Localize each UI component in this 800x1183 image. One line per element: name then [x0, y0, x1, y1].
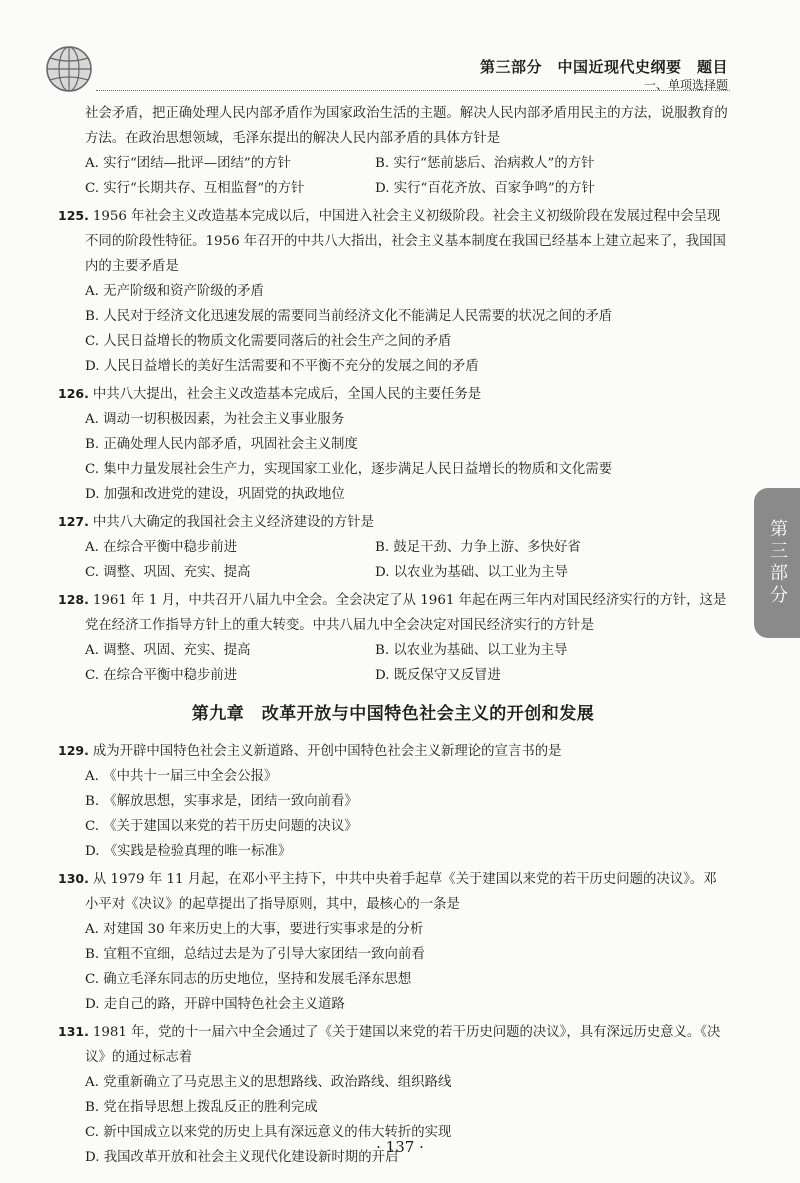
option: C. 在综合平衡中稳步前进 [85, 668, 238, 683]
question-number: 127. [58, 514, 89, 529]
option: D. 实行“百花齐放、百家争鸣”的方针 [375, 181, 595, 196]
options [85, 638, 728, 688]
option: A. 在综合平衡中稳步前进 [85, 540, 238, 555]
option: A. 党重新确立了马克思主义的思想路线、政治路线、组织路线 [85, 1075, 452, 1090]
question-text: 1956 年社会主义改造基本完成以后，中国进入社会主义初级阶段。社会主义初级阶段在发展过程中会呈现不同的阶段性特征。1956 年召开的中共八大指出，社会主义基本制度在我国已经基本上建立起来了，我国国内的主要矛盾是 [85, 209, 726, 274]
question-stem [58, 587, 728, 638]
option: D. 我国改革开放和社会主义现代化建设新时期的开启 [85, 1150, 399, 1165]
question-stem [58, 866, 728, 917]
question-130 [58, 866, 728, 1017]
page-number: · 137 · [376, 1138, 424, 1156]
question-stem [58, 1019, 728, 1070]
question-text: 成为开辟中国特色社会主义新道路、开创中国特色社会主义新理论的宣言书的是 [92, 744, 562, 759]
option: C. 集中力量发展社会生产力，实现国家工业化，逐步满足人民日益增长的物质和文化需要 [85, 462, 613, 477]
option: A. 《中共十一届三中全会公报》 [85, 769, 278, 784]
option: B. 宜粗不宜细，总结过去是为了引导大家团结一致向前看 [85, 947, 425, 962]
option: D. 加强和改进党的建设，巩固党的执政地位 [85, 487, 345, 502]
header-section-title: 第三部分 中国近现代史纲要 题目 [479, 58, 728, 76]
question-number: 128. [58, 592, 89, 607]
option: A. 无产阶级和资产阶级的矛盾 [85, 284, 264, 299]
question-number: 126. [58, 386, 89, 401]
options [85, 535, 728, 585]
question-128 [58, 587, 728, 688]
question-129 [58, 738, 728, 864]
question-125 [58, 203, 728, 379]
question-text: 1981 年，党的十一届六中全会通过了《关于建国以来党的若干历史问题的决议》，具有深远历史意义。《决议》的通过标志着 [85, 1025, 721, 1065]
header-divider [96, 90, 730, 91]
question-text: 1961 年 1 月，中共召开八届九中全会。全会决定了从 1961 年起在两三年内对国民经济实行的方针，这是党在经济工作指导方针上的重大转变。中共八届九中全会决定对国民经济实行的方针是 [85, 593, 727, 633]
option: D. 走自己的路，开辟中国特色社会主义道路 [85, 997, 345, 1012]
question-number: 131. [58, 1024, 89, 1039]
option: C. 实行“长期共存、互相监督”的方针 [85, 181, 305, 196]
option: B. 人民对于经济文化迅速发展的需要同当前经济文化不能满足人民需要的状况之间的矛盾 [85, 309, 613, 324]
chapter-title: 第九章 改革开放与中国特色社会主义的开创和发展 [191, 704, 595, 724]
option: C. 新中国成立以来党的历史上具有深远意义的伟大转折的实现 [85, 1125, 452, 1140]
option: A. 调整、巩固、充实、提高 [85, 643, 251, 658]
question-stem [58, 203, 728, 279]
option: A. 对建国 30 年来历史上的大事，要进行实事求是的分析 [85, 922, 424, 937]
option: D. 人民日益增长的美好生活需要和不平衡不充分的发展之间的矛盾 [85, 359, 479, 374]
question-stem [58, 381, 728, 407]
options [85, 279, 728, 379]
continued-question [58, 101, 728, 201]
option: B. 实行“惩前毖后、治病救人”的方针 [375, 156, 595, 171]
question-number: 129. [58, 743, 89, 758]
question-text: 中共八大提出，社会主义改造基本完成后，全国人民的主要任务是 [92, 387, 482, 402]
question-stem [58, 509, 728, 535]
side-tab-section: 第三部分 [754, 488, 800, 638]
question-126 [58, 381, 728, 507]
option: B. 党在指导思想上拨乱反正的胜利完成 [85, 1100, 318, 1115]
option: D. 以农业为基础、以工业为主导 [375, 565, 568, 580]
option: C. 《关于建国以来党的若干历史问题的决议》 [85, 819, 358, 834]
option: A. 实行“团结—批评—团结”的方针 [85, 156, 291, 171]
question-number: 125. [58, 208, 89, 223]
option: D. 《实践是检验真理的唯一标准》 [85, 844, 292, 859]
header-subsection-title: 一、单项选择题 [643, 78, 728, 92]
options [85, 151, 728, 201]
option: B. 以农业为基础、以工业为主导 [375, 643, 568, 658]
options [85, 407, 728, 507]
question-text: 中共八大确定的我国社会主义经济建设的方针是 [92, 515, 375, 530]
page-content [58, 101, 728, 1170]
option: B. 正确处理人民内部矛盾，巩固社会主义制度 [85, 437, 358, 452]
option: B. 鼓足干劲、力争上游、多快好省 [375, 540, 581, 555]
options [85, 917, 728, 1017]
option: D. 既反保守又反冒进 [375, 668, 501, 683]
question-127 [58, 509, 728, 585]
options [85, 764, 728, 864]
globe-logo-icon [44, 44, 94, 94]
question-text: 从 1979 年 11 月起，在邓小平主持下，中共中央着手起草《关于建国以来党的若干历史问题的决议》。邓小平对《决议》的起草提出了指导原则，其中，最核心的一条是 [85, 872, 717, 912]
question-stem [58, 738, 728, 764]
option: C. 人民日益增长的物质文化需要同落后的社会生产之间的矛盾 [85, 334, 452, 349]
option: A. 调动一切积极因素，为社会主义事业服务 [85, 412, 345, 427]
question-number: 130. [58, 871, 89, 886]
option: B. 《解放思想，实事求是，团结一致向前看》 [85, 794, 358, 809]
option: C. 调整、巩固、充实、提高 [85, 565, 251, 580]
option: C. 确立毛泽东同志的历史地位，坚持和发展毛泽东思想 [85, 972, 412, 987]
question-stem: 社会矛盾，把正确处理人民内部矛盾作为国家政治生活的主题。解决人民内部矛盾用民主的方法，说服教育的方法。在政治思想领域，毛泽东提出的解决人民内部矛盾的具体方针是 [85, 106, 728, 146]
